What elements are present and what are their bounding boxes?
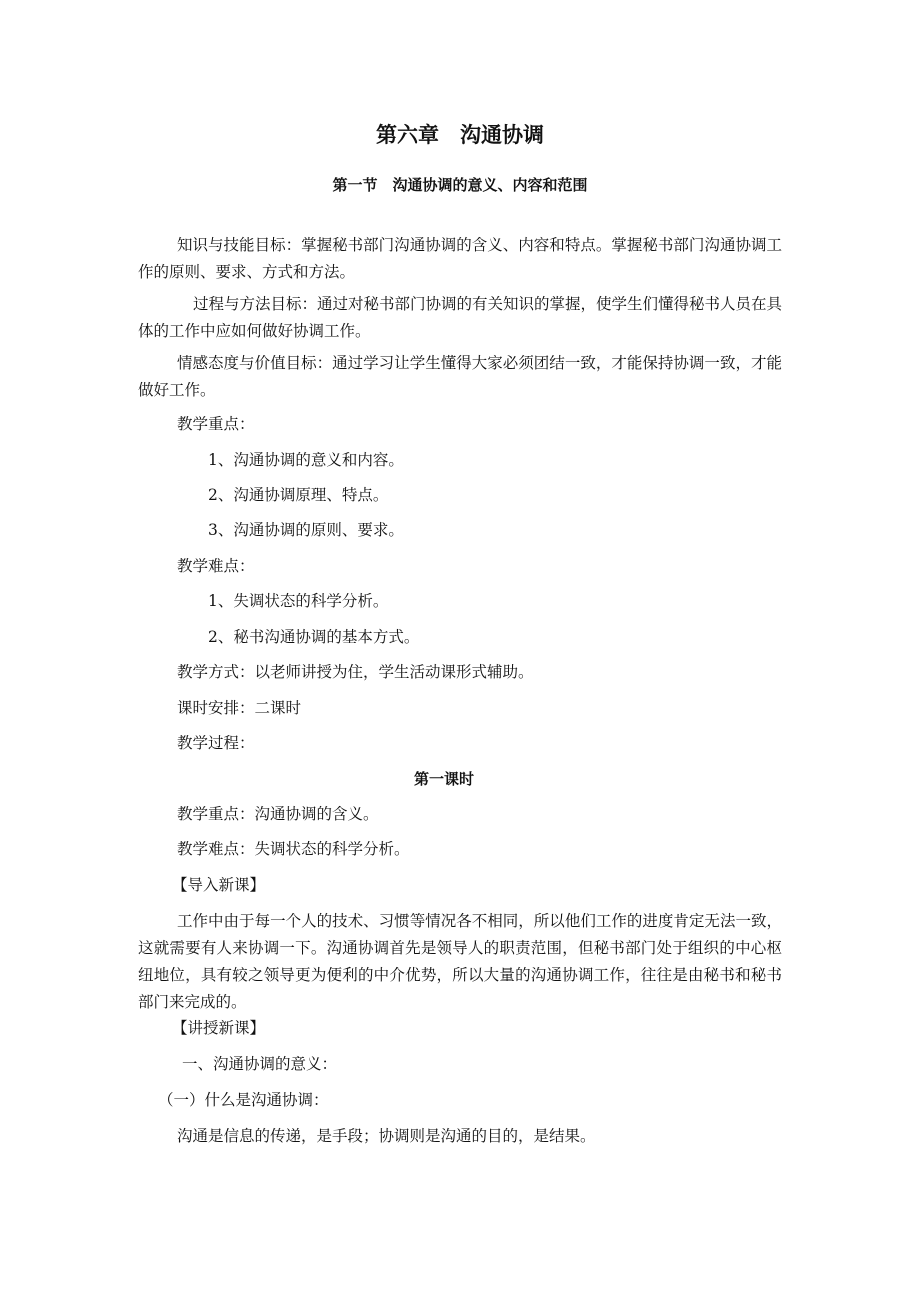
difficult-point-item: 2、秘书沟通协调的基本方式。 (208, 628, 420, 646)
key-point-item: 2、沟通协调原理、特点。 (208, 486, 389, 504)
teaching-method: 教学方式：以老师讲授为住，学生活动课形式辅助。 (177, 663, 534, 681)
key-point-item: 3、沟通协调的原则、要求。 (208, 521, 404, 539)
key-point-item: 1、沟通协调的意义和内容。 (208, 451, 404, 469)
difficult-points-label: 教学难点： (177, 557, 255, 575)
goal-process: 过程与方法目标：通过对秘书部门协调的有关知识的掌握，使学生们懂得秘书人员在具体的工作中应如何做好协调工作。 (138, 295, 783, 340)
lesson-difficult-point: 教学难点：失调状态的科学分析。 (177, 840, 410, 858)
lecture-label: 【讲授新课】 (172, 1019, 266, 1037)
subsection-heading: （一）什么是沟通协调： (158, 1091, 329, 1109)
lesson-heading: 第一课时 (413, 770, 474, 788)
intro-label: 【导入新课】 (172, 876, 266, 894)
lesson-key-point: 教学重点：沟通协调的含义。 (177, 805, 379, 823)
schedule: 课时安排：二课时 (177, 699, 302, 717)
section-title: 第一节 沟通协调的意义、内容和范围 (332, 176, 588, 194)
chapter-title: 第六章 沟通协调 (376, 122, 544, 147)
difficult-point-item: 1、失调状态的科学分析。 (208, 592, 389, 610)
process-label: 教学过程： (177, 734, 255, 752)
intro-paragraph: 工作中由于每一个人的技术、习惯等情况各不相同，所以他们工作的进度肯定无法一致，这就需要有人来协调一下。沟通协调首先是领导人的职责范围，但秘书部门处于组织的中心枢纽地位，具有较之领导更为便利的中介优势，所以大量的沟通协调工作，往往是由秘书和秘书部门来完成的。 (138, 912, 782, 1011)
key-points-label: 教学重点： (177, 415, 255, 433)
definition-text: 沟通是信息的传递，是手段；协调则是沟通的目的，是结果。 (177, 1127, 596, 1145)
goal-emotion: 情感态度与价值目标：通过学习让学生懂得大家必须团结一致，才能保持协调一致，才能做好工作。 (138, 354, 782, 399)
section-one-heading: 一、沟通协调的意义： (182, 1055, 338, 1073)
goal-knowledge: 知识与技能目标：掌握秘书部门沟通协调的含义、内容和特点。掌握秘书部门沟通协调工作的原则、要求、方式和方法。 (138, 236, 782, 281)
